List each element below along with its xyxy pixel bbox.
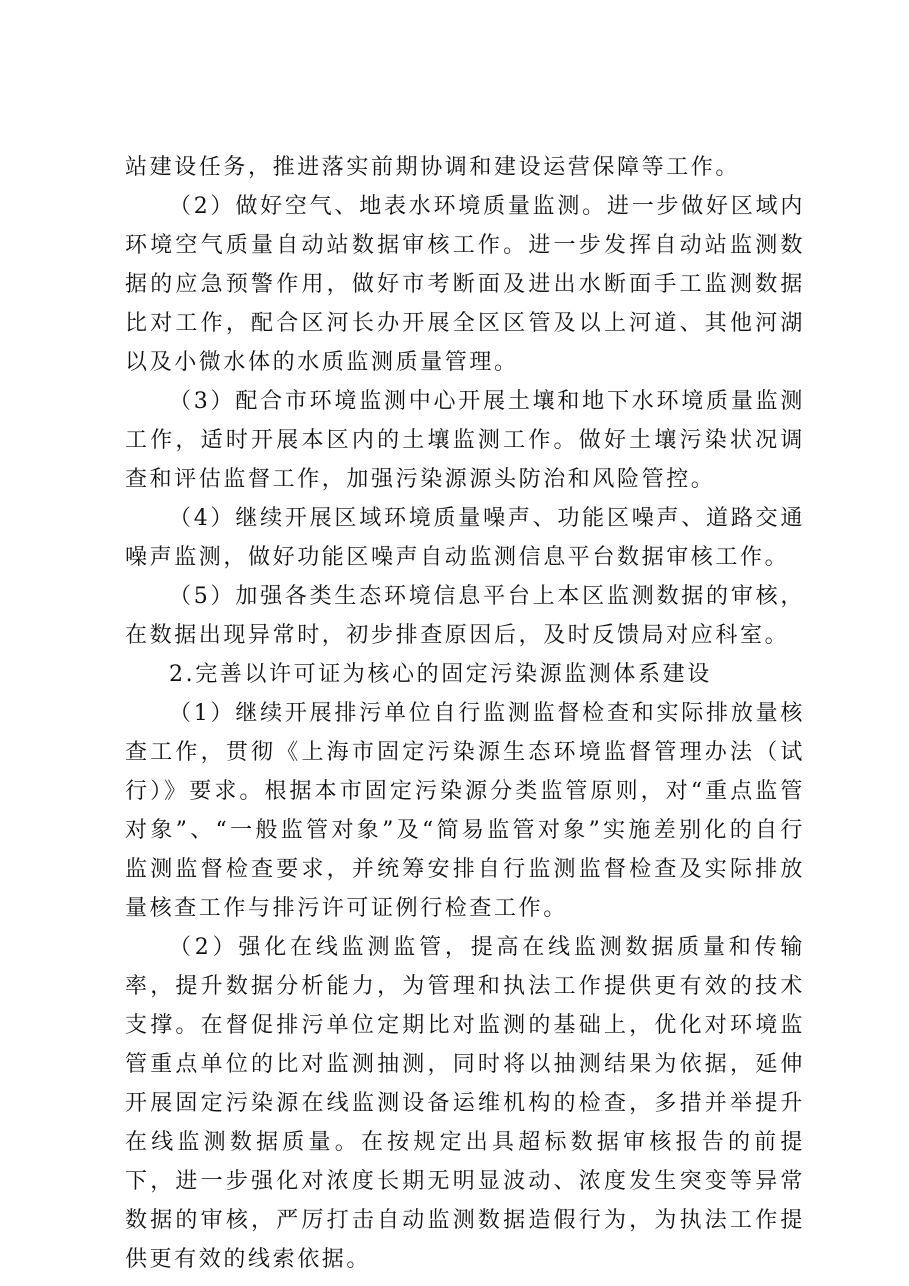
paragraph-noise-monitoring: （4）继续开展区域环境质量噪声、功能区噪声、道路交通噪声监测，做好功能区噪声自动监测信息平台数据审核工作。 (125, 506, 805, 570)
paragraph-data-review: （5）加强各类生态环境信息平台上本区监测数据的审核，在数据出现异常时，初步排查原因后，及时反馈局对应科室。 (125, 584, 805, 648)
paragraph-continuation: 站建设任务，推进落实前期协调和建设运营保障等工作。 (125, 155, 741, 180)
section-heading: 2.完善以许可证为核心的固定污染源监测体系建设 (169, 662, 712, 687)
paragraph-air-water-monitoring: （2）做好空气、地表水环境质量监测。进一步做好区域内环境空气质量自动站数据审核工作。进一步发挥自动站监测数据的应急预警作用，做好市考断面及进出水断面手工监测数据比对工作，配合区河长办开展全区区管及以上河道、其他河湖以及小微水体的水质监测质量管理。 (125, 194, 805, 375)
paragraph-soil-groundwater: （3）配合市环境监测中心开展土壤和地下水环境质量监测工作，适时开展本区内的土壤监测工作。做好土壤污染状况调查和评估监督工作，加强污染源源头防治和风险管控。 (125, 389, 805, 492)
paragraph-online-monitoring: （2）强化在线监测监管，提高在线监测数据质量和传输率，提升数据分析能力，为管理和执法工作提供更有效的技术支撑。在督促排污单位定期比对监测的基础上，优化对环境监管重点单位的比对监测抽测，同时将以抽测结果为依据，延伸开展固定污染源在线监测设备运维机构的检查，多措并举提升在线监测数据质量。在按规定出具超标数据审核报告的前提下，进一步强化对浓度长期无明显波动、浓度发生突变等异常数据的审核，严厉打击自动监测数据造假行为，为执法工作提供更有效的线索依据。 (125, 935, 805, 1272)
paragraph-self-monitoring: （1）继续开展排污单位自行监测监督检查和实际排放量核查工作，贯彻《上海市固定污染源生态环境监督管理办法（试行）》要求。根据本市固定污染源分类监管原则，对“重点监管对象”、“一般监管对象”及“简易监管对象”实施差别化的自行监测监督检查要求，并统筹安排自行监测监督检查及实际排放量核查工作与排污许可证例行检查工作。 (125, 701, 805, 921)
document-body (125, 148, 805, 1279)
